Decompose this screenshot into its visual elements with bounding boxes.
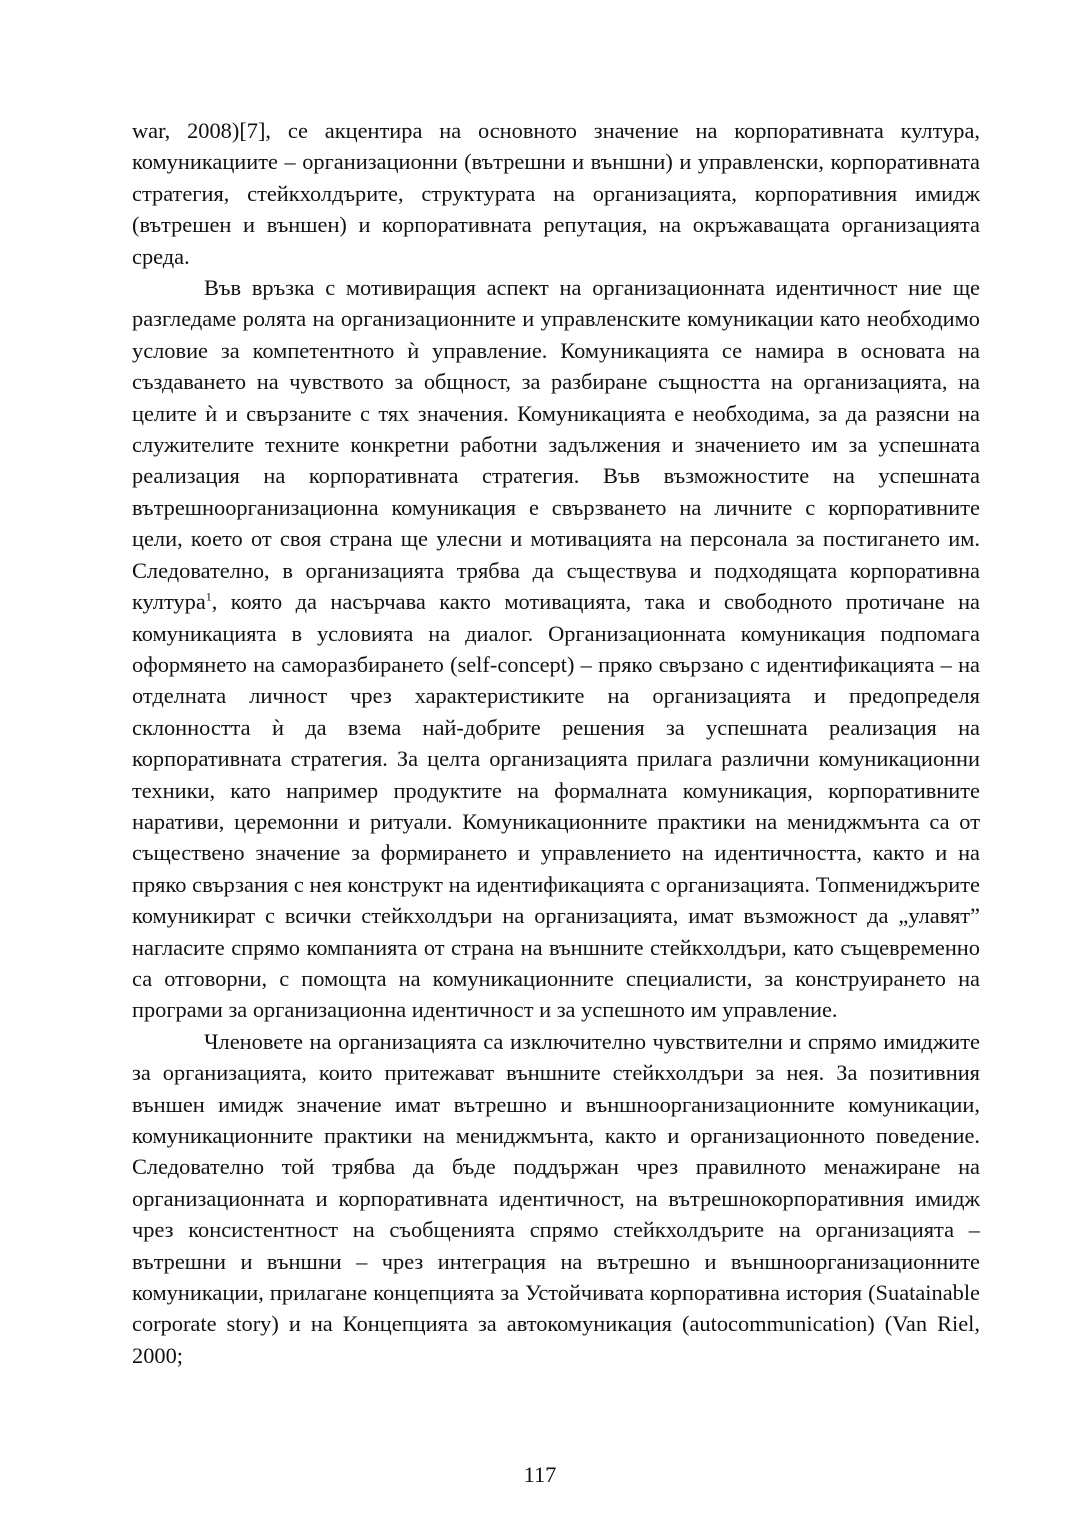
paragraph-2-text-after-footnote: , която да насърчава както мотивацията, така и свободното протичане на комуникацията в условията на диалог. Организационната комуникация подпомага оформянето на саморазбирането (self-concept) – пряко свързано с идентификацията – на отделната личност чрез характеристиките на организацията и предопределя склонността ѝ да взема най-добрите решения за успешната реализация на корпоративната стратегия. За целта организацията прилага различни комуникационни техники, като например продуктите на формалната комуникация, корпоративните наративи, церемонни и ритуали. Комуникационните практики на мениджмънта са от съществено значение за формирането и управлението на идентичността, както и на пряко свързания с нея конструкт на идентификацията с организацията. Топмениджърите комуникират с всички стейкхолдъри на организацията, имат възможност да „улавят” нагласите спрямо компанията от страна на външните стейкхолдъри, като същевременно са отговорни, с помощта на комуникационните специалисти, за конструирането на програми за организационна идентичност и за успешното им управление. (132, 589, 980, 1023)
page-number: 117 (523, 1462, 557, 1487)
paragraph-1: war, 2008)[7], се акцентира на основното значение на корпоративната култура, комуникациите – организационни (вътрешни и външни) и управленски, корпоративната стратегия, стейкхолдърите, структурата на организацията, корпоративния имидж (вътрешен и външен) и корпоративната репутация, на окръжаващата организацията среда. (132, 118, 980, 269)
paragraph-2 (132, 272, 980, 1026)
body-text (132, 115, 980, 1371)
paragraph-2-text-before-footnote: Във връзка с мотивиращия аспект на организационната идентичност ние ще разгледаме ролята на организационните и управленските комуникации като необходимо условие за компетентното ѝ управление. Комуникацията се намира в основата на създаването на чувството за общност, за разбиране същността на организацията, на целите ѝ и свързаните с тях значения. Комуникацията е необходима, за да разясни на служителите техните конкретни работни задължения и значението им за успешната реализация на корпоративната стратегия. Във възможностите на успешната вътрешноорганизационна комуникация е свързването на личните с корпоративните цели, което от своя страна ще улесни и мотивацията на персонала за постигането им. Следователно, в организацията трябва да съществува и подходящата корпоративна култура (132, 275, 980, 615)
paragraph-3: Членовете на организацията са изключително чувствителни и спрямо имиджите за организацията, които притежават външните стейкхолдъри за нея. За позитивния външен имидж значение имат вътрешно и външноорганизационните комуникации, комуникационните практики на мениджмънта, както и организационното поведение. Следователно той трябва да бъде поддържан чрез правилното менажиране на организационната и корпоративната идентичност, на вътрешнокорпоративния имидж чрез консистентност на съобщенията спрямо стейкхолдърите на организацията – вътрешни и външни – чрез интеграция на вътрешно и външноорганизационните комуникации, прилагане концепцията за Устойчивата корпоративна история (Suatainable corporate story) и на Концепцията за автокомуникация (autocommunication) (Van Riel, 2000; (132, 1028, 980, 1368)
footnote-reference[interactable]: 1 (205, 589, 212, 604)
